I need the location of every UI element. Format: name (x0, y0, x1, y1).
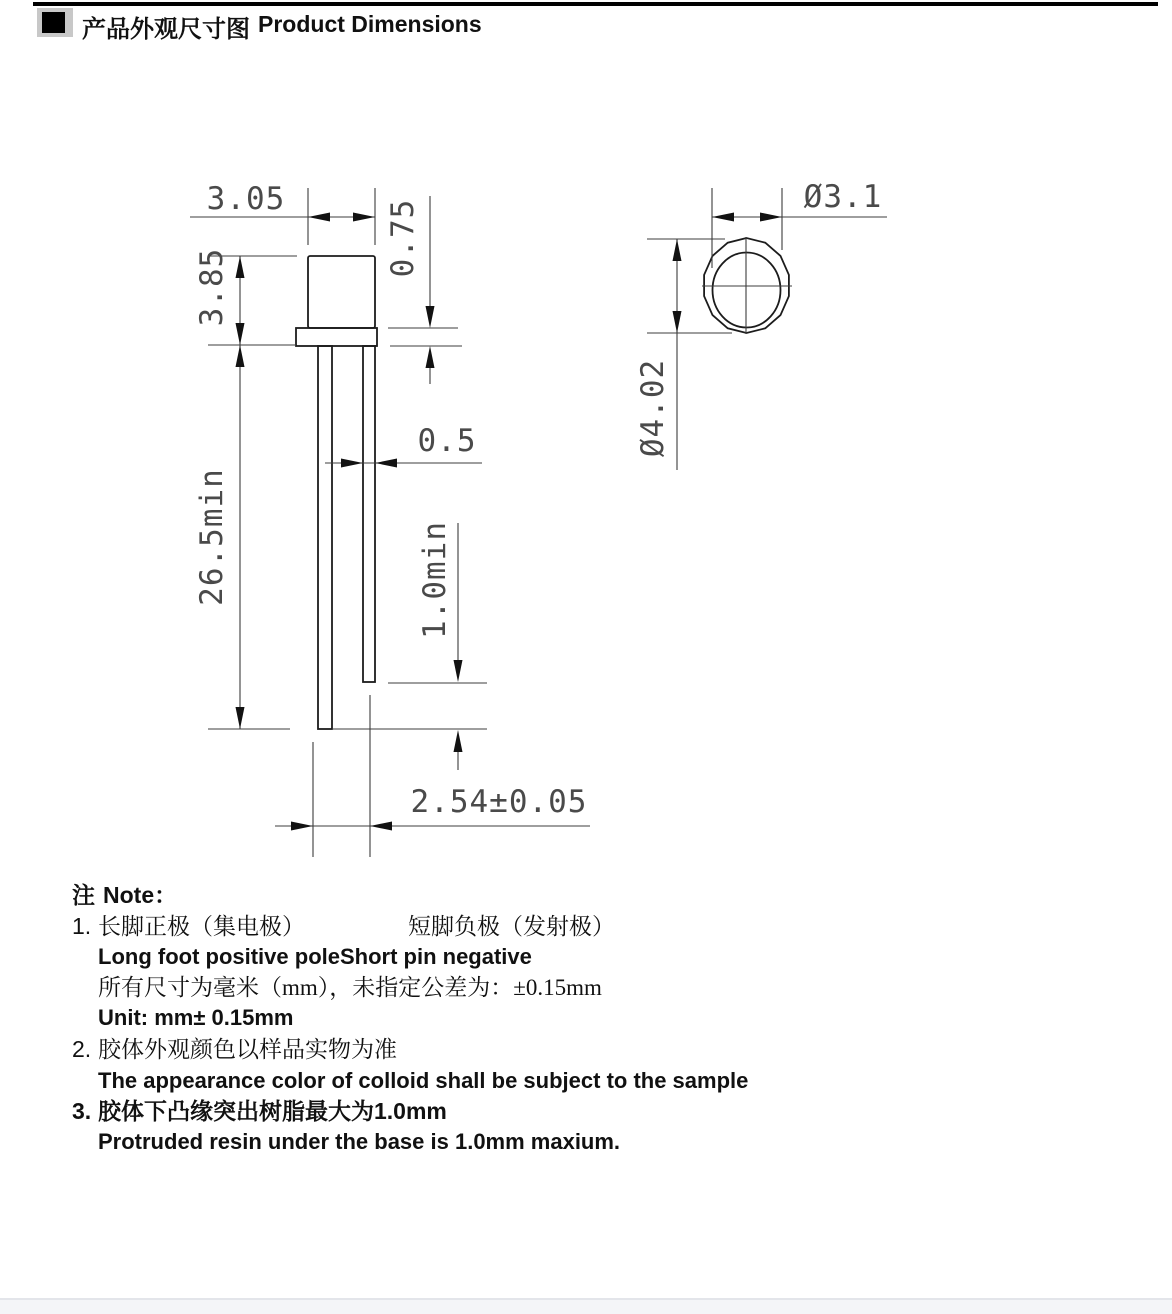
cathode-lead (363, 346, 375, 682)
anode-lead (318, 346, 332, 729)
section-title-zh: 产品外观尺寸图 (82, 16, 250, 43)
note-2-number: 2. (72, 1035, 92, 1062)
note-1-number: 1. (72, 912, 92, 939)
dim-body-height (194, 248, 297, 345)
arrowhead (454, 730, 463, 752)
arrowhead (712, 213, 734, 222)
dim-label-lead-width: 0.5 (417, 423, 477, 459)
arrowhead (375, 459, 397, 468)
note-1-unit-en-text: Unit: mm± 0.15mm (98, 1005, 294, 1031)
viewer-footer-band (0, 1298, 1172, 1314)
arrowhead (308, 213, 330, 222)
note-1-unit-en (98, 1003, 1102, 1034)
arrowhead (291, 822, 313, 831)
dim-label-flange-diameter: Ø4.02 (635, 358, 671, 458)
dim-label-lens-diameter: Ø3.1 (803, 179, 883, 215)
notes-section (72, 880, 1102, 1157)
flange-outline (296, 328, 377, 346)
note-heading (72, 880, 1102, 911)
note-1-zh-long-pin: 长脚正极（集电极） (98, 913, 305, 939)
dim-label-lead-pitch: 2.54±0.05 (410, 784, 588, 820)
note-heading-en: Note： (103, 882, 178, 908)
dim-label-flange-thickness: 0.75 (385, 198, 421, 278)
note-3-number: 3. (72, 1098, 92, 1125)
dim-flange-diameter (635, 239, 732, 470)
note-1-unit-zh (98, 973, 1102, 1004)
dim-flange-thickness (385, 196, 462, 384)
dim-label-short-lead: 1.0min (417, 521, 453, 639)
arrowhead (370, 822, 392, 831)
dim-label-body-height: 3.85 (194, 247, 230, 327)
arrowhead (236, 345, 245, 367)
note-2-zh (72, 1034, 1102, 1066)
note-1-en-short-pin: Short pin negative (339, 944, 532, 970)
arrowhead (236, 256, 245, 278)
note-1-zh-short-pin: 短脚负极（发射极） (408, 913, 615, 939)
note-heading-zh: 注 (72, 882, 95, 908)
dim-lead-length (194, 345, 290, 729)
top-view (702, 237, 792, 334)
dim-lead-pitch (275, 695, 590, 857)
side-view (296, 256, 377, 729)
dim-label-lead-length: 26.5min (194, 468, 230, 606)
epoxy-body-outline (308, 256, 375, 328)
note-3-en (98, 1127, 1102, 1158)
note-2-zh-text: 胶体外观颜色以样品实物为准 (98, 1036, 397, 1062)
dim-lead-width (325, 423, 482, 468)
dim-label-body-width: 3.05 (206, 181, 286, 217)
note-1-unit-zh-text: 所有尺寸为毫米（mm），未指定公差为：±0.15mm (98, 974, 602, 1000)
dim-lens-diameter (712, 179, 887, 268)
note-3-zh (72, 1096, 1102, 1127)
arrowhead (426, 346, 435, 368)
note-1-en (98, 942, 1102, 973)
note-2-en (98, 1066, 1102, 1097)
arrowhead (236, 707, 245, 729)
arrowhead (454, 660, 463, 682)
note-3-zh-text: 胶体下凸缘突出树脂最大为1.0mm (98, 1098, 447, 1125)
note-3-en-text: Protruded resin under the base is 1.0mm maxium. (98, 1128, 621, 1154)
arrowhead (341, 459, 363, 468)
arrowhead (673, 239, 682, 261)
dim-body-width (190, 181, 375, 245)
dim-short-lead (332, 521, 487, 770)
arrowhead (236, 323, 245, 345)
note-1-zh (72, 911, 1102, 943)
section-title-en: Product Dimensions (258, 11, 482, 37)
arrowhead (760, 213, 782, 222)
arrowhead (673, 311, 682, 333)
arrowhead (353, 213, 375, 222)
arrowhead (426, 306, 435, 328)
note-2-en-text: The appearance color of colloid shall be subject to the sample (98, 1067, 749, 1093)
note-1-en-long-pin: Long foot positive pole (98, 944, 340, 970)
